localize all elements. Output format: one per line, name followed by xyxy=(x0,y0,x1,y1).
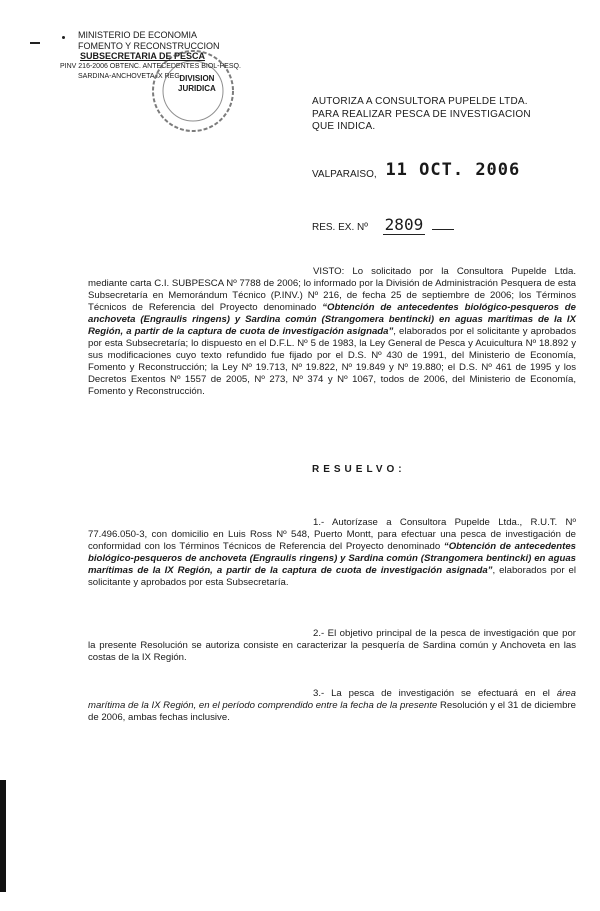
city-label: VALPARAISO, xyxy=(312,169,377,180)
scan-edge-mark xyxy=(0,780,6,892)
letterhead-ministry: MINISTERIO DE ECONOMIA xyxy=(78,30,198,40)
subject-block xyxy=(312,96,572,134)
item-1-paragraph: 1.- Autorízase a Consultora Pupelde Ltda., R.U.T. Nº 77.496.050-3, con domicilio en Luis Ross Nº 548, Puerto Montt, para efectuar una pesca de investigación de conformidad con los Términos Técnicos de Referencia del Proyecto denominado “Obtención de antecedentes biológico-pesqueros de anchoveta (Engraulis ringens) y Sardina común (Strangomera bentincki) en aguas marítimas de la IX Región, a partir de la captura de cuota de investigación asignada”, elaborados por el solicitante y aprobados por esta Subsecretaría. xyxy=(88,517,577,588)
letterhead-reference: PINV 216-2006 OBTENC. ANTECEDENTES BIOL-PESQ. xyxy=(60,62,241,70)
letterhead-reference-2: SARDINA-ANCHOVETA IX REG. xyxy=(78,73,182,80)
resolution-underline xyxy=(432,229,454,230)
stamp-label: DIVISION JURIDICA xyxy=(178,74,216,93)
item-3-paragraph: 3.- La pesca de investigación se efectuará en el área marítima de la IX Región, en el período comprendido entre la fecha de la presente Resolución y el 31 de diciembre de 2006, ambas fechas inclusive. xyxy=(88,688,576,723)
scan-dash-mark xyxy=(30,42,40,44)
resolution-label: RES. EX. Nº xyxy=(312,222,368,233)
stamped-date: 11 OCT. 2006 xyxy=(385,160,521,180)
subject-line-2: PARA REALIZAR PESCA DE INVESTIGACION xyxy=(312,108,531,120)
subject-line-3: QUE INDICA. xyxy=(312,121,376,132)
resolution-number-line xyxy=(312,215,454,235)
item-2-paragraph: 2.- El objetivo principal de la pesca de investigación que por la presente Resolución se autoriza consiste en caracterizar la pesquería de Sardina común y Anchoveta en las costas de la IX Región. xyxy=(88,628,576,663)
letterhead-subsecretaria: SUBSECRETARIA DE PESCA xyxy=(80,51,206,61)
resuelvo-heading: RESUELVO: xyxy=(312,464,406,475)
visto-paragraph: VISTO: Lo solicitado por la Consultora Pupelde Ltda. mediante carta C.I. SUBPESCA Nº 7788 de 2006; lo informado por la División de Administración Pesquera de esta Subsecretaría en Memorándum Técnico (P.INV.) Nº 216, de fecha 25 de septiembre de 2006; los Términos Técnicos de Referencia del Proyecto denominado “Obtención de antecedentes biológico-pesqueros de anchoveta (Engraulis ringens) y Sardina común (Strangomera bentincki) en aguas marítimas de la IX Región, a partir de la captura de cuota de investigación asignada”, elaborados por el solicitante y aprobados por esta Subsecretaría; lo dispuesto en el D.F.L. Nº 5 de 1983, la Ley General de Pesca y Acuicultura Nº 18.892 y sus modificaciones cuyo texto refundido fue fijado por el D.S. Nº 430 de 1991, del Ministerio de Economía, Fomento y Reconstrucción; la Ley Nº 19.713, Nº 19.822, Nº 19.849 y Nº 19.880; el D.S. Nº 461 de 1995 y los Decretos Exentos Nº 1557 de 2005, Nº 273, Nº 374 y Nº 1067, todos de 2006, del Ministerio de Economía, Fomento y Reconstrucción. xyxy=(88,266,577,397)
date-line xyxy=(312,160,520,180)
letterhead-ministry-2: FOMENTO Y RECONSTRUCCION xyxy=(78,40,220,51)
resolution-number: 2809 xyxy=(384,215,424,234)
subject-line-1: AUTORIZA A CONSULTORA PUPELDE LTDA. xyxy=(312,96,528,107)
